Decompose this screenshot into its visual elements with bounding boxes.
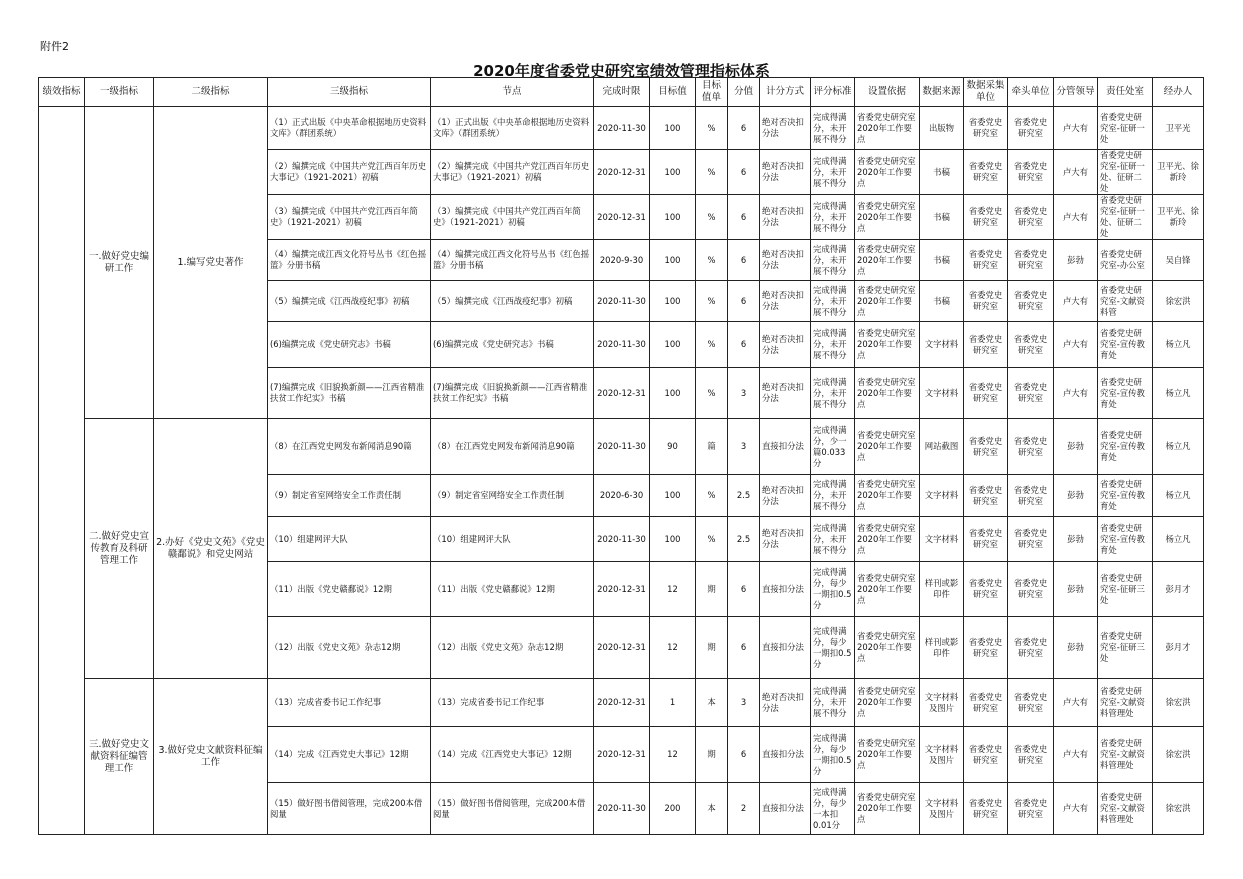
node-cell: （2）编撰完成《中国共产党江西百年历史大事记》（1921-2021）初稿 bbox=[431, 150, 594, 195]
handler-cell: 吴自锋 bbox=[1153, 240, 1204, 281]
method-cell: 直接扣分法 bbox=[760, 783, 811, 835]
basis-cell: 省委党史研究室2020年工作要点 bbox=[855, 419, 920, 475]
header-cell: 一级指标 bbox=[85, 78, 154, 107]
leader-cell: 卢大有 bbox=[1054, 679, 1098, 727]
score-cell: 2.5 bbox=[728, 475, 760, 517]
unit-cell: % bbox=[696, 517, 728, 562]
leader-cell: 卢大有 bbox=[1054, 368, 1098, 419]
node-cell: （13）完成省委书记工作纪事 bbox=[431, 679, 594, 727]
method-cell: 绝对否决扣分法 bbox=[760, 240, 811, 281]
level1-indicator: 二.做好党史宣传教育及科研管理工作 bbox=[85, 419, 154, 679]
lead-unit-cell: 省委党史研究室 bbox=[1008, 195, 1054, 240]
header-cell: 数据采集单位 bbox=[964, 78, 1008, 107]
unit-cell: 本 bbox=[696, 783, 728, 835]
collector-cell: 省委党史研究室 bbox=[964, 322, 1008, 368]
basis-cell: 省委党史研究室2020年工作要点 bbox=[855, 195, 920, 240]
score-cell: 6 bbox=[728, 617, 760, 679]
basis-cell: 省委党史研究室2020年工作要点 bbox=[855, 107, 920, 150]
office-cell: 省委党史研究室-文献资料管理处 bbox=[1098, 679, 1153, 727]
basis-cell: 省委党史研究室2020年工作要点 bbox=[855, 617, 920, 679]
standard-cell: 完成得满分，每少一期扣0.5分 bbox=[811, 562, 855, 617]
handler-cell: 徐宏洪 bbox=[1153, 727, 1204, 783]
lead-unit-cell: 省委党史研究室 bbox=[1008, 107, 1054, 150]
standard-cell: 完成得满分，未开展不得分 bbox=[811, 322, 855, 368]
node-cell: （14）完成《江西党史大事记》12期 bbox=[431, 727, 594, 783]
unit-cell: % bbox=[696, 107, 728, 150]
score-cell: 6 bbox=[728, 240, 760, 281]
leader-cell: 彭勃 bbox=[1054, 617, 1098, 679]
handler-cell: 卫平光、徐新玲 bbox=[1153, 150, 1204, 195]
basis-cell: 省委党史研究室2020年工作要点 bbox=[855, 368, 920, 419]
basis-cell: 省委党史研究室2020年工作要点 bbox=[855, 150, 920, 195]
basis-cell: 省委党史研究室2020年工作要点 bbox=[855, 240, 920, 281]
source-cell: 文字材料 bbox=[920, 368, 964, 419]
collector-cell: 省委党史研究室 bbox=[964, 617, 1008, 679]
score-cell: 3 bbox=[728, 679, 760, 727]
standard-cell: 完成得满分，每少一本扣0.01分 bbox=[811, 783, 855, 835]
level3-indicator: （3）编撰完成《中国共产党江西百年简史》（1921-2021）初稿 bbox=[268, 195, 431, 240]
method-cell: 直接扣分法 bbox=[760, 727, 811, 783]
leader-cell: 卢大有 bbox=[1054, 783, 1098, 835]
source-cell: 书稿 bbox=[920, 195, 964, 240]
leader-cell: 卢大有 bbox=[1054, 322, 1098, 368]
header-cell: 责任处室 bbox=[1098, 78, 1153, 107]
source-cell: 样刊或影印件 bbox=[920, 562, 964, 617]
collector-cell: 省委党史研究室 bbox=[964, 150, 1008, 195]
lead-unit-cell: 省委党史研究室 bbox=[1008, 150, 1054, 195]
score-cell: 6 bbox=[728, 195, 760, 240]
score-cell: 3 bbox=[728, 419, 760, 475]
standard-cell: 完成得满分，未开展不得分 bbox=[811, 150, 855, 195]
lead-unit-cell: 省委党史研究室 bbox=[1008, 679, 1054, 727]
node-cell: （5）编撰完成《江西战疫纪事》初稿 bbox=[431, 281, 594, 322]
lead-unit-cell: 省委党史研究室 bbox=[1008, 617, 1054, 679]
source-cell: 文字材料及图片 bbox=[920, 783, 964, 835]
performance-indicator-cell bbox=[39, 107, 85, 835]
score-cell: 6 bbox=[728, 107, 760, 150]
source-cell: 文字材料及图片 bbox=[920, 679, 964, 727]
node-cell: （8）在江西党史网发布新闻消息90篇 bbox=[431, 419, 594, 475]
office-cell: 省委党史研究室-征研一处、征研二处 bbox=[1098, 150, 1153, 195]
unit-cell: % bbox=[696, 322, 728, 368]
header-cell: 设置依据 bbox=[855, 78, 920, 107]
score-cell: 2 bbox=[728, 783, 760, 835]
level3-indicator: (7)编撰完成《旧貌换新颜——江西省精准扶贫工作纪实》书稿 bbox=[268, 368, 431, 419]
level3-indicator: （14）完成《江西党史大事记》12期 bbox=[268, 727, 431, 783]
node-cell: （12）出版《党史文苑》杂志12期 bbox=[431, 617, 594, 679]
unit-cell: 期 bbox=[696, 562, 728, 617]
collector-cell: 省委党史研究室 bbox=[964, 240, 1008, 281]
target-cell: 100 bbox=[650, 195, 696, 240]
method-cell: 直接扣分法 bbox=[760, 617, 811, 679]
node-cell: （11）出版《党史赣鄱说》12期 bbox=[431, 562, 594, 617]
score-cell: 6 bbox=[728, 150, 760, 195]
header-cell: 节点 bbox=[431, 78, 594, 107]
office-cell: 省委党史研究室-征研三处 bbox=[1098, 562, 1153, 617]
level3-indicator: （8）在江西党史网发布新闻消息90篇 bbox=[268, 419, 431, 475]
deadline-cell: 2020-12-31 bbox=[594, 727, 650, 783]
standard-cell: 完成得满分，未开展不得分 bbox=[811, 240, 855, 281]
leader-cell: 卢大有 bbox=[1054, 195, 1098, 240]
office-cell: 省委党史研究室-征研一处、征研二处 bbox=[1098, 195, 1153, 240]
unit-cell: 期 bbox=[696, 727, 728, 783]
leader-cell: 卢大有 bbox=[1054, 150, 1098, 195]
office-cell: 省委党史研究室-文献资料管理处 bbox=[1098, 727, 1153, 783]
unit-cell: % bbox=[696, 195, 728, 240]
target-cell: 1 bbox=[650, 679, 696, 727]
lead-unit-cell: 省委党史研究室 bbox=[1008, 322, 1054, 368]
level3-indicator: （10）组建网评大队 bbox=[268, 517, 431, 562]
source-cell: 文字材料 bbox=[920, 517, 964, 562]
basis-cell: 省委党史研究室2020年工作要点 bbox=[855, 727, 920, 783]
node-cell: （9）制定省室网络安全工作责任制 bbox=[431, 475, 594, 517]
method-cell: 直接扣分法 bbox=[760, 419, 811, 475]
header-cell: 完成时限 bbox=[594, 78, 650, 107]
method-cell: 绝对否决扣分法 bbox=[760, 281, 811, 322]
deadline-cell: 2020-12-31 bbox=[594, 195, 650, 240]
level3-indicator: （2）编撰完成《中国共产党江西百年历史大事记》（1921-2021）初稿 bbox=[268, 150, 431, 195]
target-cell: 100 bbox=[650, 322, 696, 368]
office-cell: 省委党史研究室-征研三处 bbox=[1098, 617, 1153, 679]
basis-cell: 省委党史研究室2020年工作要点 bbox=[855, 322, 920, 368]
office-cell: 省委党史研究室-宣传教育处 bbox=[1098, 517, 1153, 562]
header-cell: 评分标准 bbox=[811, 78, 855, 107]
target-cell: 100 bbox=[650, 107, 696, 150]
lead-unit-cell: 省委党史研究室 bbox=[1008, 727, 1054, 783]
node-cell: （4）编撰完成江西文化符号丛书《红色摇篮》分册书稿 bbox=[431, 240, 594, 281]
header-cell: 绩效指标 bbox=[39, 78, 85, 107]
lead-unit-cell: 省委党史研究室 bbox=[1008, 475, 1054, 517]
deadline-cell: 2020-12-31 bbox=[594, 150, 650, 195]
method-cell: 绝对否决扣分法 bbox=[760, 150, 811, 195]
leader-cell: 卢大有 bbox=[1054, 107, 1098, 150]
office-cell: 省委党史研究室-办公室 bbox=[1098, 240, 1153, 281]
level3-indicator: (6)编撰完成《党史研究志》书稿 bbox=[268, 322, 431, 368]
deadline-cell: 2020-12-31 bbox=[594, 617, 650, 679]
method-cell: 绝对否决扣分法 bbox=[760, 195, 811, 240]
lead-unit-cell: 省委党史研究室 bbox=[1008, 240, 1054, 281]
table-row bbox=[39, 419, 1204, 475]
office-cell: 省委党史研究室-宣传教育处 bbox=[1098, 368, 1153, 419]
method-cell: 直接扣分法 bbox=[760, 562, 811, 617]
node-cell: （1）正式出版《中央革命根据地历史资料文库》（群团系统） bbox=[431, 107, 594, 150]
target-cell: 100 bbox=[650, 240, 696, 281]
standard-cell: 完成得满分，每少一期扣0.5分 bbox=[811, 727, 855, 783]
node-cell: （15）做好图书借阅管理，完成200本借阅量 bbox=[431, 783, 594, 835]
method-cell: 绝对否决扣分法 bbox=[760, 475, 811, 517]
office-cell: 省委党史研究室-征研一处 bbox=[1098, 107, 1153, 150]
collector-cell: 省委党史研究室 bbox=[964, 783, 1008, 835]
method-cell: 绝对否决扣分法 bbox=[760, 107, 811, 150]
level3-indicator: （13）完成省委书记工作纪事 bbox=[268, 679, 431, 727]
header-row bbox=[39, 78, 1204, 107]
level3-indicator: （9）制定省室网络安全工作责任制 bbox=[268, 475, 431, 517]
score-cell: 6 bbox=[728, 281, 760, 322]
header-cell: 分值 bbox=[728, 78, 760, 107]
header-cell: 目标值单 bbox=[696, 78, 728, 107]
standard-cell: 完成得满分，未开展不得分 bbox=[811, 475, 855, 517]
unit-cell: 期 bbox=[696, 617, 728, 679]
lead-unit-cell: 省委党史研究室 bbox=[1008, 419, 1054, 475]
method-cell: 绝对否决扣分法 bbox=[760, 679, 811, 727]
office-cell: 省委党史研究室-宣传教育处 bbox=[1098, 475, 1153, 517]
collector-cell: 省委党史研究室 bbox=[964, 281, 1008, 322]
leader-cell: 彭勃 bbox=[1054, 240, 1098, 281]
level3-indicator: （12）出版《党史文苑》杂志12期 bbox=[268, 617, 431, 679]
handler-cell: 卫平光 bbox=[1153, 107, 1204, 150]
level3-indicator: （11）出版《党史赣鄱说》12期 bbox=[268, 562, 431, 617]
level1-indicator: 一.做好党史编研工作 bbox=[85, 107, 154, 419]
lead-unit-cell: 省委党史研究室 bbox=[1008, 368, 1054, 419]
office-cell: 省委党史研究室-文献资料管理处 bbox=[1098, 783, 1153, 835]
level1-indicator: 三.做好党史文献资料征编管理工作 bbox=[85, 679, 154, 835]
source-cell: 书稿 bbox=[920, 240, 964, 281]
header-cell: 牵头单位 bbox=[1008, 78, 1054, 107]
source-cell: 网站截图 bbox=[920, 419, 964, 475]
basis-cell: 省委党史研究室2020年工作要点 bbox=[855, 475, 920, 517]
handler-cell: 杨立凡 bbox=[1153, 322, 1204, 368]
source-cell: 文字材料 bbox=[920, 475, 964, 517]
collector-cell: 省委党史研究室 bbox=[964, 727, 1008, 783]
level3-indicator: （4）编撰完成江西文化符号丛书《红色摇篮》分册书稿 bbox=[268, 240, 431, 281]
office-cell: 省委党史研究室-宣传教育处 bbox=[1098, 322, 1153, 368]
source-cell: 出版物 bbox=[920, 107, 964, 150]
standard-cell: 完成得满分，每少一期扣0.5分 bbox=[811, 617, 855, 679]
method-cell: 绝对否决扣分法 bbox=[760, 517, 811, 562]
node-cell: (7)编撰完成《旧貌换新颜——江西省精准扶贫工作纪实》书稿 bbox=[431, 368, 594, 419]
table-row bbox=[39, 679, 1204, 727]
deadline-cell: 2020-11-30 bbox=[594, 281, 650, 322]
header-cell: 三级指标 bbox=[268, 78, 431, 107]
unit-cell: % bbox=[696, 240, 728, 281]
standard-cell: 完成得满分，未开展不得分 bbox=[811, 679, 855, 727]
target-cell: 100 bbox=[650, 150, 696, 195]
collector-cell: 省委党史研究室 bbox=[964, 475, 1008, 517]
office-cell: 省委党史研究室-宣传教育处 bbox=[1098, 419, 1153, 475]
score-cell: 6 bbox=[728, 322, 760, 368]
node-cell: (6)编撰完成《党史研究志》书稿 bbox=[431, 322, 594, 368]
deadline-cell: 2020-12-31 bbox=[594, 562, 650, 617]
level2-indicator: 2.办好《党史文苑》《党史赣鄱说》和党史网站 bbox=[154, 419, 268, 679]
basis-cell: 省委党史研究室2020年工作要点 bbox=[855, 679, 920, 727]
deadline-cell: 2020-11-30 bbox=[594, 783, 650, 835]
handler-cell: 卫平光、徐新玲 bbox=[1153, 195, 1204, 240]
lead-unit-cell: 省委党史研究室 bbox=[1008, 281, 1054, 322]
method-cell: 绝对否决扣分法 bbox=[760, 368, 811, 419]
header-cell: 二级指标 bbox=[154, 78, 268, 107]
lead-unit-cell: 省委党史研究室 bbox=[1008, 517, 1054, 562]
table-row bbox=[39, 107, 1204, 150]
deadline-cell: 2020-11-30 bbox=[594, 517, 650, 562]
standard-cell: 完成得满分，未开展不得分 bbox=[811, 281, 855, 322]
target-cell: 12 bbox=[650, 562, 696, 617]
unit-cell: 篇 bbox=[696, 419, 728, 475]
level2-indicator: 1.编写党史著作 bbox=[154, 107, 268, 419]
handler-cell: 彭月才 bbox=[1153, 562, 1204, 617]
collector-cell: 省委党史研究室 bbox=[964, 195, 1008, 240]
deadline-cell: 2020-11-30 bbox=[594, 419, 650, 475]
score-cell: 6 bbox=[728, 562, 760, 617]
level2-indicator: 3.做好党史文献资料征编工作 bbox=[154, 679, 268, 835]
header-cell: 经办人 bbox=[1153, 78, 1204, 107]
deadline-cell: 2020-12-31 bbox=[594, 679, 650, 727]
handler-cell: 徐宏洪 bbox=[1153, 783, 1204, 835]
office-cell: 省委党史研究室-文献资料管 bbox=[1098, 281, 1153, 322]
handler-cell: 杨立凡 bbox=[1153, 517, 1204, 562]
handler-cell: 彭月才 bbox=[1153, 617, 1204, 679]
standard-cell: 完成得满分，未开展不得分 bbox=[811, 195, 855, 240]
unit-cell: % bbox=[696, 475, 728, 517]
collector-cell: 省委党史研究室 bbox=[964, 368, 1008, 419]
header-cell: 分管领导 bbox=[1054, 78, 1098, 107]
basis-cell: 省委党史研究室2020年工作要点 bbox=[855, 783, 920, 835]
collector-cell: 省委党史研究室 bbox=[964, 419, 1008, 475]
source-cell: 书稿 bbox=[920, 150, 964, 195]
source-cell: 书稿 bbox=[920, 281, 964, 322]
lead-unit-cell: 省委党史研究室 bbox=[1008, 562, 1054, 617]
handler-cell: 徐宏洪 bbox=[1153, 679, 1204, 727]
unit-cell: % bbox=[696, 150, 728, 195]
target-cell: 100 bbox=[650, 368, 696, 419]
collector-cell: 省委党史研究室 bbox=[964, 107, 1008, 150]
standard-cell: 完成得满分，未开展不得分 bbox=[811, 107, 855, 150]
attachment-label: 附件2 bbox=[40, 40, 69, 53]
unit-cell: % bbox=[696, 368, 728, 419]
method-cell: 绝对否决扣分法 bbox=[760, 322, 811, 368]
target-cell: 90 bbox=[650, 419, 696, 475]
standard-cell: 完成得满分，少一篇0.033分 bbox=[811, 419, 855, 475]
leader-cell: 彭勃 bbox=[1054, 475, 1098, 517]
header-cell: 目标值 bbox=[650, 78, 696, 107]
unit-cell: 本 bbox=[696, 679, 728, 727]
source-cell: 样刊或影印件 bbox=[920, 617, 964, 679]
standard-cell: 完成得满分，未开展不得分 bbox=[811, 517, 855, 562]
basis-cell: 省委党史研究室2020年工作要点 bbox=[855, 281, 920, 322]
deadline-cell: 2020-6-30 bbox=[594, 475, 650, 517]
collector-cell: 省委党史研究室 bbox=[964, 562, 1008, 617]
node-cell: （3）编撰完成《中国共产党江西百年简史》（1921-2021）初稿 bbox=[431, 195, 594, 240]
standard-cell: 完成得满分，未开展不得分 bbox=[811, 368, 855, 419]
handler-cell: 杨立凡 bbox=[1153, 419, 1204, 475]
header-cell: 计分方式 bbox=[760, 78, 811, 107]
unit-cell: % bbox=[696, 281, 728, 322]
basis-cell: 省委党史研究室2020年工作要点 bbox=[855, 562, 920, 617]
header-cell: 数据来源 bbox=[920, 78, 964, 107]
score-cell: 2.5 bbox=[728, 517, 760, 562]
source-cell: 文字材料及图片 bbox=[920, 727, 964, 783]
collector-cell: 省委党史研究室 bbox=[964, 517, 1008, 562]
deadline-cell: 2020-9-30 bbox=[594, 240, 650, 281]
handler-cell: 杨立凡 bbox=[1153, 475, 1204, 517]
score-cell: 6 bbox=[728, 727, 760, 783]
lead-unit-cell: 省委党史研究室 bbox=[1008, 783, 1054, 835]
target-cell: 100 bbox=[650, 281, 696, 322]
indicator-table bbox=[38, 77, 1204, 835]
deadline-cell: 2020-11-30 bbox=[594, 322, 650, 368]
basis-cell: 省委党史研究室2020年工作要点 bbox=[855, 517, 920, 562]
source-cell: 文字材料 bbox=[920, 322, 964, 368]
level3-indicator: （1）正式出版《中央革命根据地历史资料文库》（群团系统） bbox=[268, 107, 431, 150]
target-cell: 100 bbox=[650, 475, 696, 517]
collector-cell: 省委党史研究室 bbox=[964, 679, 1008, 727]
node-cell: （10）组建网评大队 bbox=[431, 517, 594, 562]
handler-cell: 杨立凡 bbox=[1153, 368, 1204, 419]
score-cell: 3 bbox=[728, 368, 760, 419]
level3-indicator: （5）编撰完成《江西战疫纪事》初稿 bbox=[268, 281, 431, 322]
level3-indicator: （15）做好图书借阅管理，完成200本借阅量 bbox=[268, 783, 431, 835]
deadline-cell: 2020-12-31 bbox=[594, 368, 650, 419]
target-cell: 100 bbox=[650, 517, 696, 562]
target-cell: 12 bbox=[650, 617, 696, 679]
document-title: 2020年度省委党史研究室绩效管理指标体系 bbox=[473, 62, 770, 80]
handler-cell: 徐宏洪 bbox=[1153, 281, 1204, 322]
deadline-cell: 2020-11-30 bbox=[594, 107, 650, 150]
leader-cell: 彭勃 bbox=[1054, 419, 1098, 475]
target-cell: 12 bbox=[650, 727, 696, 783]
leader-cell: 卢大有 bbox=[1054, 281, 1098, 322]
leader-cell: 彭勃 bbox=[1054, 562, 1098, 617]
target-cell: 200 bbox=[650, 783, 696, 835]
leader-cell: 卢大有 bbox=[1054, 727, 1098, 783]
leader-cell: 彭勃 bbox=[1054, 517, 1098, 562]
